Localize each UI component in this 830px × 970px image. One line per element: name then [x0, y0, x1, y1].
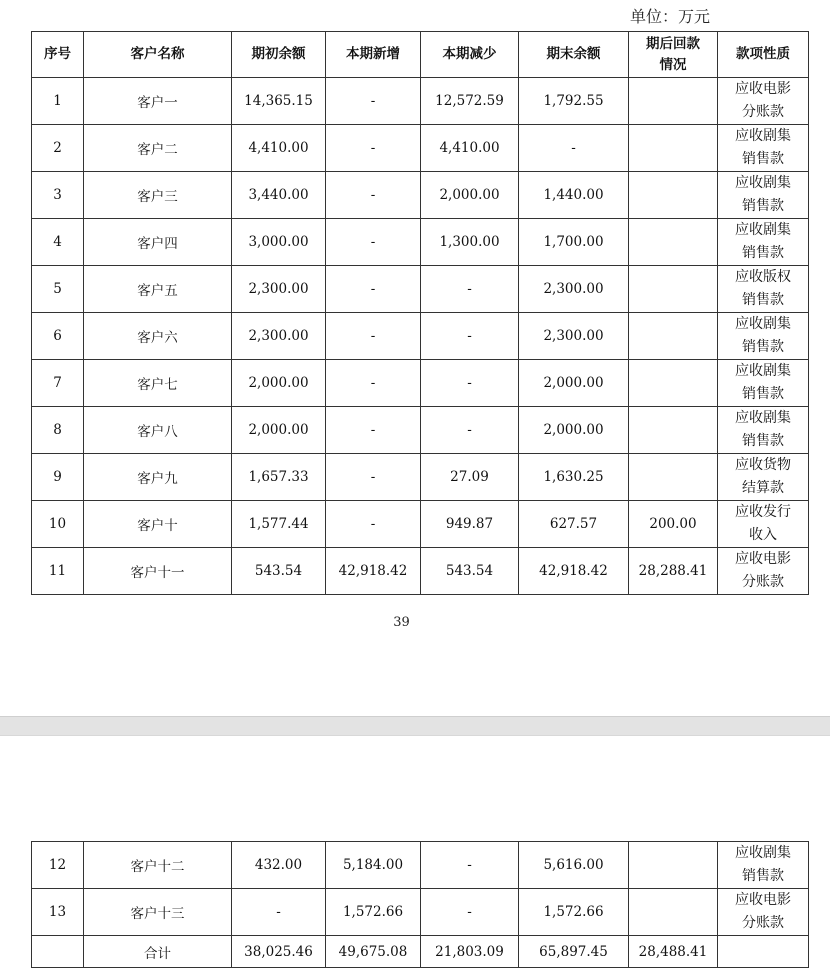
- cell-collection: 28,488.41: [629, 936, 718, 968]
- cell-closing: 42,918.42: [519, 548, 629, 595]
- header-decrease: 本期减少: [421, 32, 519, 78]
- cell-nature-line1: 应收剧集: [735, 222, 791, 238]
- cell-opening: 2,300.00: [232, 313, 326, 360]
- cell-closing: 1,792.55: [519, 78, 629, 125]
- cell-decrease: 1,300.00: [421, 219, 519, 266]
- cell-closing: 2,000.00: [519, 360, 629, 407]
- cell-collection: [629, 219, 718, 266]
- cell-closing: 5,616.00: [519, 842, 629, 889]
- cell-collection: [629, 172, 718, 219]
- table-row: [32, 266, 809, 313]
- cell-nature: [718, 889, 809, 936]
- cell-nature-line2: 结算款: [742, 480, 784, 496]
- table-row: [32, 454, 809, 501]
- cell-opening: 14,365.15: [232, 78, 326, 125]
- cell-nature-line1: 应收剧集: [735, 363, 791, 379]
- header-post-period-collection: [629, 32, 718, 78]
- table-row: [32, 889, 809, 936]
- receivables-table: [31, 31, 809, 595]
- table-row: [32, 78, 809, 125]
- cell-increase: 42,918.42: [326, 548, 421, 595]
- cell-decrease: 21,803.09: [421, 936, 519, 968]
- cell-nature-line2: 销售款: [742, 433, 784, 449]
- cell-nature-line1: 应收剧集: [735, 316, 791, 332]
- total-row: [32, 936, 809, 968]
- cell-nature: [718, 219, 809, 266]
- cell-nature: [718, 266, 809, 313]
- cell-name: 客户三: [84, 172, 232, 219]
- cell-nature-line1: 应收版权: [735, 269, 791, 285]
- cell-name: 客户十一: [84, 548, 232, 595]
- cell-decrease: 543.54: [421, 548, 519, 595]
- cell-decrease: -: [421, 313, 519, 360]
- cell-closing: 627.57: [519, 501, 629, 548]
- cell-collection: [629, 78, 718, 125]
- cell-nature-line2: 销售款: [742, 386, 784, 402]
- cell-opening: 4,410.00: [232, 125, 326, 172]
- cell-increase: 49,675.08: [326, 936, 421, 968]
- cell-nature-line1: 应收电影: [735, 892, 791, 908]
- cell-closing: 1,440.00: [519, 172, 629, 219]
- cell-closing: 1,572.66: [519, 889, 629, 936]
- cell-collection: [629, 889, 718, 936]
- cell-nature-line2: 分账款: [742, 574, 784, 590]
- cell-opening: 1,657.33: [232, 454, 326, 501]
- cell-collection: [629, 842, 718, 889]
- cell-nature: [718, 842, 809, 889]
- cell-increase: -: [326, 125, 421, 172]
- header-closing-balance: 期末余额: [519, 32, 629, 78]
- cell-name: 客户十二: [84, 842, 232, 889]
- cell-opening: -: [232, 889, 326, 936]
- cell-increase: -: [326, 407, 421, 454]
- header-seq: 序号: [32, 32, 84, 78]
- cell-nature: [718, 78, 809, 125]
- cell-opening: 2,300.00: [232, 266, 326, 313]
- cell-opening: 2,000.00: [232, 360, 326, 407]
- cell-nature-line2: 销售款: [742, 339, 784, 355]
- cell-increase: 1,572.66: [326, 889, 421, 936]
- cell-opening: 2,000.00: [232, 407, 326, 454]
- cell-name: 客户九: [84, 454, 232, 501]
- cell-nature-line1: 应收发行: [735, 504, 791, 520]
- cell-closing: -: [519, 125, 629, 172]
- cell-opening: 3,000.00: [232, 219, 326, 266]
- cell-decrease: 2,000.00: [421, 172, 519, 219]
- cell-name: 客户四: [84, 219, 232, 266]
- cell-nature-line2: 分账款: [742, 915, 784, 931]
- table-row: [32, 360, 809, 407]
- cell-nature: [718, 936, 809, 968]
- cell-opening: 1,577.44: [232, 501, 326, 548]
- cell-seq: 9: [32, 454, 84, 501]
- cell-increase: -: [326, 454, 421, 501]
- cell-name: 客户七: [84, 360, 232, 407]
- cell-collection: 200.00: [629, 501, 718, 548]
- cell-nature-line2: 销售款: [742, 868, 784, 884]
- cell-name: 客户六: [84, 313, 232, 360]
- cell-nature: [718, 125, 809, 172]
- cell-seq: 6: [32, 313, 84, 360]
- header-nature: 款项性质: [718, 32, 809, 78]
- cell-decrease: 27.09: [421, 454, 519, 501]
- cell-name: 客户十: [84, 501, 232, 548]
- cell-seq: 11: [32, 548, 84, 595]
- cell-nature-line1: 应收剧集: [735, 845, 791, 861]
- header-collection-line1: 期后回款: [646, 35, 700, 52]
- cell-increase: -: [326, 78, 421, 125]
- cell-seq: 2: [32, 125, 84, 172]
- cell-name: 合计: [84, 936, 232, 968]
- table-row: [32, 313, 809, 360]
- cell-closing: 1,700.00: [519, 219, 629, 266]
- header-opening-balance: 期初余额: [232, 32, 326, 78]
- cell-closing: 2,300.00: [519, 313, 629, 360]
- cell-closing: 2,300.00: [519, 266, 629, 313]
- cell-collection: [629, 454, 718, 501]
- table-row: [32, 842, 809, 889]
- cell-name: 客户八: [84, 407, 232, 454]
- cell-decrease: 949.87: [421, 501, 519, 548]
- cell-decrease: 4,410.00: [421, 125, 519, 172]
- cell-name: 客户五: [84, 266, 232, 313]
- cell-nature-line2: 收入: [749, 527, 777, 543]
- cell-seq: [32, 936, 84, 968]
- cell-name: 客户一: [84, 78, 232, 125]
- cell-collection: [629, 266, 718, 313]
- cell-decrease: -: [421, 360, 519, 407]
- cell-decrease: -: [421, 266, 519, 313]
- cell-increase: -: [326, 172, 421, 219]
- unit-label: 单位：万元: [629, 7, 710, 26]
- cell-opening: 38,025.46: [232, 936, 326, 968]
- cell-decrease: -: [421, 889, 519, 936]
- cell-closing: 65,897.45: [519, 936, 629, 968]
- cell-nature-line2: 销售款: [742, 292, 784, 308]
- header-row: [32, 32, 809, 78]
- cell-seq: 12: [32, 842, 84, 889]
- page-number: 39: [393, 615, 410, 630]
- table-body-page2: [32, 842, 809, 968]
- table-body-page1: [32, 78, 809, 595]
- cell-nature: [718, 501, 809, 548]
- cell-seq: 3: [32, 172, 84, 219]
- cell-increase: -: [326, 219, 421, 266]
- cell-nature-line2: 销售款: [742, 198, 784, 214]
- cell-collection: [629, 125, 718, 172]
- cell-nature: [718, 548, 809, 595]
- table-row: [32, 548, 809, 595]
- cell-nature: [718, 407, 809, 454]
- table-row: [32, 501, 809, 548]
- cell-collection: [629, 360, 718, 407]
- header-increase: 本期新增: [326, 32, 421, 78]
- cell-nature-line1: 应收电影: [735, 81, 791, 97]
- cell-seq: 4: [32, 219, 84, 266]
- cell-opening: 432.00: [232, 842, 326, 889]
- cell-increase: 5,184.00: [326, 842, 421, 889]
- cell-nature: [718, 172, 809, 219]
- cell-nature-line2: 分账款: [742, 104, 784, 120]
- cell-nature-line1: 应收剧集: [735, 175, 791, 191]
- cell-increase: -: [326, 360, 421, 407]
- cell-decrease: -: [421, 842, 519, 889]
- receivables-table-continued: [31, 841, 809, 968]
- cell-increase: -: [326, 313, 421, 360]
- table-row: [32, 172, 809, 219]
- cell-name: 客户二: [84, 125, 232, 172]
- cell-seq: 10: [32, 501, 84, 548]
- cell-nature: [718, 360, 809, 407]
- cell-closing: 2,000.00: [519, 407, 629, 454]
- cell-nature-line1: 应收货物: [735, 457, 791, 473]
- cell-seq: 5: [32, 266, 84, 313]
- cell-seq: 8: [32, 407, 84, 454]
- cell-nature-line2: 销售款: [742, 151, 784, 167]
- cell-decrease: -: [421, 407, 519, 454]
- page-separator: [0, 716, 830, 736]
- cell-nature-line2: 销售款: [742, 245, 784, 261]
- cell-opening: 543.54: [232, 548, 326, 595]
- cell-name: 客户十三: [84, 889, 232, 936]
- cell-increase: -: [326, 501, 421, 548]
- table-row: [32, 219, 809, 266]
- cell-increase: -: [326, 266, 421, 313]
- header-collection-line2: 情况: [659, 56, 687, 73]
- header-customer-name: 客户名称: [84, 32, 232, 78]
- cell-seq: 13: [32, 889, 84, 936]
- cell-decrease: 12,572.59: [421, 78, 519, 125]
- cell-seq: 1: [32, 78, 84, 125]
- cell-nature-line1: 应收剧集: [735, 128, 791, 144]
- cell-nature: [718, 313, 809, 360]
- cell-nature-line1: 应收剧集: [735, 410, 791, 426]
- table-row: [32, 125, 809, 172]
- cell-nature: [718, 454, 809, 501]
- cell-collection: [629, 407, 718, 454]
- cell-closing: 1,630.25: [519, 454, 629, 501]
- cell-nature-line1: 应收电影: [735, 551, 791, 567]
- table-row: [32, 407, 809, 454]
- cell-opening: 3,440.00: [232, 172, 326, 219]
- cell-collection: 28,288.41: [629, 548, 718, 595]
- cell-seq: 7: [32, 360, 84, 407]
- cell-collection: [629, 313, 718, 360]
